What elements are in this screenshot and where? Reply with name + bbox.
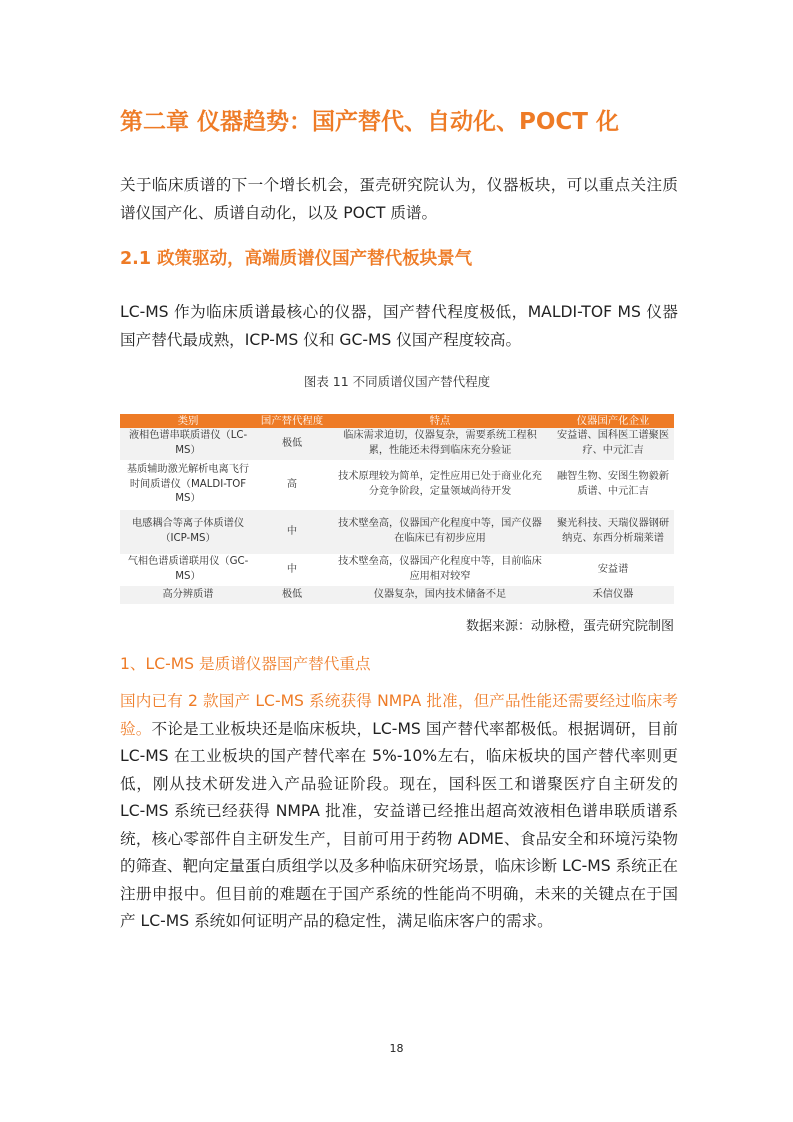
- subheading: 1、LC-MS 是质谱仪器国产替代重点: [120, 655, 371, 673]
- section-title: 2.1 政策驱动，高端质谱仪国产替代板块景气: [120, 249, 473, 269]
- chapter-title: 第二章 仪器趋势：国产替代、自动化、POCT 化: [120, 109, 619, 135]
- figure-caption: 图表 11 不同质谱仪国产替代程度: [303, 374, 491, 389]
- table-header-cell: 类别: [120, 414, 256, 428]
- category-cell: 高分辨质谱: [120, 586, 256, 604]
- companies-cell: 安益谱、国科医工谱聚医疗、中元汇吉: [552, 428, 674, 460]
- degree-cell: 极低: [256, 586, 328, 604]
- table-row: [120, 554, 674, 586]
- category-cell: 电感耦合等离子体质谱仪（ICP-MS）: [120, 510, 256, 554]
- table-row: [120, 510, 674, 554]
- intro-paragraph: 关于临床质谱的下一个增长机会，蛋壳研究院认为，仪器板块，可以重点关注质谱仪国产化、质谱自动化，以及 POCT 质谱。: [120, 176, 678, 222]
- companies-cell: 聚光科技、天瑞仪器钢研纳克、东西分析瑞莱谱: [552, 510, 674, 554]
- highlighted-text: 国内已有 2 款国产 LC-MS 系统获得 NMPA 批准，但产品性能还需要经过临床考验。: [120, 692, 678, 738]
- table-row: [120, 428, 674, 460]
- data-source-note: 数据来源：动脉橙，蛋壳研究院制图: [465, 619, 674, 634]
- degree-cell: 极低: [256, 428, 328, 460]
- body-paragraph: [120, 688, 678, 936]
- companies-cell: 安益谱: [597, 563, 629, 575]
- page-number: 18: [389, 1042, 404, 1055]
- table-header-cell: 仪器国产化企业: [552, 414, 674, 428]
- features-cell: 仪器复杂，国内技术储备不足: [328, 586, 552, 604]
- degree-cell: 高: [286, 478, 298, 490]
- features-cell: 临床需求迫切，仪器复杂，需要系统工程积累，性能还未得到临床充分验证: [328, 428, 552, 460]
- features-cell: 技术原理较为简单，定性应用已处于商业化充分竞争阶段，定量领域尚待开发: [338, 471, 542, 497]
- section-paragraph: LC-MS 作为临床质谱最核心的仪器，国产替代程度极低，MALDI-TOF MS 仪器国产替代最成熟，ICP-MS 仪和 GC-MS 仪国产程度较高。: [120, 303, 678, 349]
- companies-cell: 融智生物、安图生物毅新质谱、中元汇吉: [556, 471, 670, 497]
- category-cell: 基质辅助激光解析电离飞行时间质谱仪（MALDI-TOF MS）: [126, 464, 250, 505]
- table-header-cell: 国产替代程度: [256, 414, 328, 428]
- companies-cell: 禾信仪器: [552, 586, 674, 604]
- category-cell: 气相色谱质谱联用仪（GC-MS）: [127, 556, 249, 582]
- features-cell: 技术壁垒高，仪器国产化程度中等，目前临床应用相对较窄: [338, 556, 542, 582]
- table-header-row: [120, 414, 674, 428]
- features-cell: 技术壁垒高，仪器国产化程度中等，国产仪器在临床已有初步应用: [328, 510, 552, 554]
- table-row: [120, 460, 674, 510]
- comparison-table: [120, 414, 674, 604]
- table-row: [120, 586, 674, 604]
- degree-cell: 中: [286, 563, 298, 575]
- degree-cell: 中: [256, 510, 328, 554]
- body-text: 不论是工业板块还是临床板块，LC-MS 国产替代率都极低。根据调研，目前 LC-MS 在工业板块的国产替代率在 5%-10%左右，临床板块的国产替代率则更低，刚从技术研发进入产品验证阶段。现在，国科医工和谱聚医疗自主研发的 LC-MS 系统已经获得 NMPA 批准，安益谱已经推出超高效液相色谱串联质谱系统，核心零部件自主研发生产，目前可用于药物 ADME、食品安全和环境污染物的筛查、靶向定量蛋白质组学以及多种临床研究场景，临床诊断 LC-MS 系统正在注册申报中。但目前的难题在于国产系统的性能尚不明确，未来的关键点在于国产 LC-MS 系统如何证明产品的稳定性，满足临床客户的需求。: [120, 719, 678, 930]
- table-header-cell: 特点: [328, 414, 552, 428]
- category-cell: 液相色谱串联质谱仪（LC-MS）: [120, 428, 256, 460]
